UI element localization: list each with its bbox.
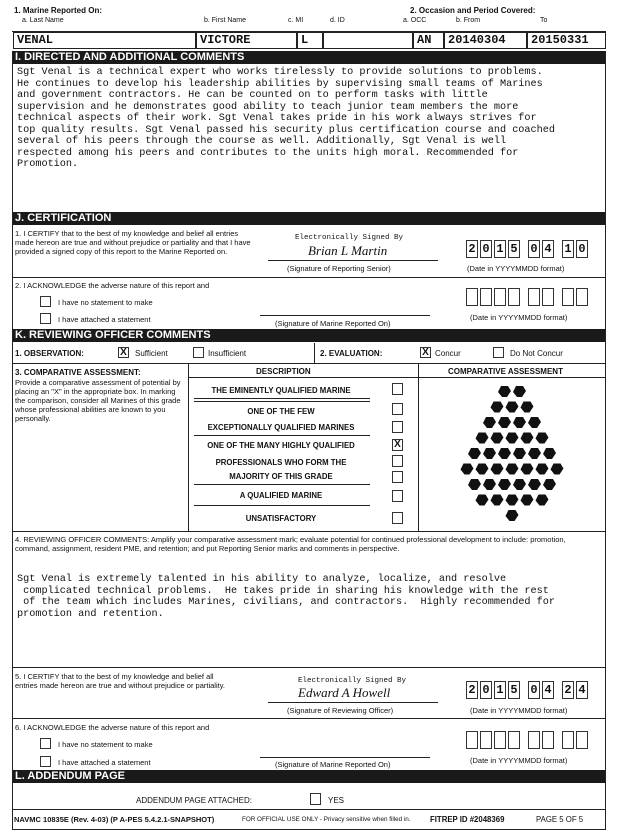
fitrep-id: FITREP ID #2048369	[430, 815, 505, 824]
assessment-box-3[interactable]	[392, 421, 403, 433]
ro-comments-prompt: 4. REVIEWING OFFICER COMMENTS: Amplify your comparative assessment mark; evaluate potential for continued professional development to include: promotion, command, assignment, resident PME, and retention; and put Reporting Senior marks and comments in perspective.	[15, 535, 566, 553]
ro-no-statement-checkbox[interactable]	[40, 738, 51, 749]
emblem-icon	[468, 448, 481, 459]
emblem-icon	[491, 495, 504, 506]
date-digit-box[interactable]: 5	[508, 240, 520, 258]
concur-label: Concur	[435, 349, 461, 358]
assessment-box-1[interactable]	[392, 383, 403, 395]
emblem-icon	[528, 479, 541, 490]
emblem-icon	[513, 417, 526, 428]
section-k-header: K. REVIEWING OFFICER COMMENTS	[12, 329, 606, 342]
emblem-icon	[491, 464, 504, 475]
date-digit-box[interactable]: 4	[576, 681, 588, 699]
attached-statement-label: I have attached a statement	[58, 315, 151, 324]
emblem-icon	[498, 417, 511, 428]
date-digit-box[interactable]: 2	[562, 681, 574, 699]
emblem-icon	[506, 402, 519, 413]
date-digit-box[interactable]: 2	[466, 681, 478, 699]
reporting-senior-sig-caption: (Signature of Reporting Senior)	[287, 264, 391, 273]
date-digit-box[interactable]: 1	[494, 681, 506, 699]
assessment-box-6[interactable]	[392, 471, 403, 483]
comparative-pyramid-icon	[420, 378, 604, 530]
date-digit-box[interactable]: 0	[528, 240, 540, 258]
middle-initial-field[interactable]: L	[297, 32, 323, 49]
attached-statement-checkbox[interactable]	[40, 313, 51, 324]
emblem-icon	[461, 464, 474, 475]
emblem-icon	[498, 479, 511, 490]
emblem-icon	[513, 386, 526, 397]
date-digit-box[interactable]	[576, 288, 588, 306]
date-digit-box[interactable]	[542, 288, 554, 306]
emblem-icon	[521, 495, 534, 506]
emblem-icon	[521, 464, 534, 475]
assessment-box-4[interactable]: X	[392, 439, 403, 451]
section-j-header: J. CERTIFICATION	[12, 212, 606, 225]
emblem-icon	[498, 448, 511, 459]
section-l-header: L. ADDENDUM PAGE	[12, 770, 606, 783]
marine-reported-on-label: 1. Marine Reported On:	[14, 6, 103, 15]
emblem-icon	[506, 464, 519, 475]
date-digit-box[interactable]	[542, 731, 554, 749]
col-last-name-label: a. Last Name	[22, 17, 64, 24]
no-statement-label: I have no statement to make	[58, 298, 153, 307]
desc-many-highly-qualified: ONE OF THE MANY HIGHLY QUALIFIED	[207, 441, 355, 450]
acknowledge-statement: 2. I ACKNOWLEDGE the adverse nature of this report and	[15, 281, 210, 290]
emblem-icon	[468, 479, 481, 490]
assessment-box-7[interactable]	[392, 490, 403, 502]
observation-label: 1. OBSERVATION:	[15, 349, 84, 358]
ro-no-statement-label: I have no statement to make	[58, 740, 153, 749]
date-digit-box[interactable]	[562, 731, 574, 749]
reporting-senior-signature: Brian L Martin	[308, 243, 388, 258]
emblem-icon	[506, 433, 519, 444]
col-to-label: To	[540, 17, 548, 24]
emblem-icon	[513, 479, 526, 490]
emblem-icon	[521, 433, 534, 444]
no-statement-checkbox[interactable]	[40, 296, 51, 307]
date-digit-box[interactable]: 5	[508, 681, 520, 699]
reviewing-officer-signature: Edward A Howell	[298, 685, 391, 700]
occasion-period-label: 2. Occasion and Period Covered:	[410, 6, 536, 15]
assessment-box-5[interactable]	[392, 455, 403, 467]
emblem-icon	[491, 433, 504, 444]
ro-attached-statement-label: I have attached a statement	[58, 758, 151, 767]
form-id: NAVMC 10835E (Rev. 4-03) (P A-PES 5.4.2.1-SNAPSHOT)	[14, 815, 215, 824]
desc-unsatisfactory: UNSATISFACTORY	[245, 514, 317, 523]
col-id-label: d. ID	[330, 17, 345, 24]
date-digit-box[interactable]	[480, 288, 492, 306]
emblem-icon	[521, 402, 534, 413]
evaluation-label: 2. EVALUATION:	[320, 349, 383, 358]
emblem-icon	[476, 433, 489, 444]
col-mi-label: c. MI	[288, 17, 304, 24]
emblem-icon	[528, 448, 541, 459]
privacy-notice: FOR OFFICIAL USE ONLY - Privacy sensitive when filled in.	[242, 816, 411, 823]
emblem-icon	[536, 433, 549, 444]
emblem-icon	[476, 495, 489, 506]
desc-exceptionally-qualified: EXCEPTIONALLY QUALIFIED MARINES	[207, 423, 355, 432]
date-format-caption: (Date in YYYYMMDD format)	[467, 264, 565, 273]
date-format-caption-2: (Date in YYYYMMDD format)	[470, 313, 568, 322]
comparative-header: COMPARATIVE ASSESSMENT	[448, 367, 563, 376]
emblem-icon	[506, 510, 519, 521]
insufficient-checkbox[interactable]	[193, 347, 204, 358]
certify-statement: 1. I CERTIFY that to the best of my knowledge and belief all entries made hereon are true and without prejudice or partiality and that I have provided a signed copy of this report to the Marine Reported on.	[15, 229, 251, 256]
date-digit-box[interactable]: 1	[494, 240, 506, 258]
sufficient-label: Sufficient	[135, 349, 168, 358]
addendum-yes-checkbox[interactable]	[310, 793, 321, 805]
emblem-icon	[476, 464, 489, 475]
ro-date-format-caption-2: (Date in YYYYMMDD format)	[470, 756, 568, 765]
first-name-field[interactable]: VICTORE	[196, 32, 297, 49]
emblem-icon	[483, 417, 496, 428]
date-digit-box[interactable]	[480, 731, 492, 749]
col-occ-label: a. OCC	[403, 17, 427, 24]
ro-date-format-caption: (Date in YYYYMMDD format)	[470, 706, 568, 715]
ro-attached-statement-checkbox[interactable]	[40, 756, 51, 767]
emblem-icon	[536, 464, 549, 475]
date-digit-box[interactable]: 4	[542, 240, 554, 258]
marine-sig-caption: (Signature of Marine Reported On)	[275, 319, 391, 328]
emblem-icon	[551, 464, 564, 475]
date-digit-box[interactable]	[508, 731, 520, 749]
date-digit-box[interactable]: 0	[480, 681, 492, 699]
date-digit-box[interactable]: 0	[528, 681, 540, 699]
assessment-box-8[interactable]	[392, 512, 403, 524]
desc-qualified-marine: A QUALIFIED MARINE	[239, 491, 323, 500]
desc-one-of-the-few: ONE OF THE FEW	[247, 407, 315, 416]
date-digit-box[interactable]	[528, 731, 540, 749]
last-name-field[interactable]: VENAL	[13, 32, 196, 49]
ro-esigned-label: Electronically Signed By	[298, 677, 407, 685]
date-digit-box[interactable]	[562, 288, 574, 306]
ro-acknowledge-statement: 6. I ACKNOWLEDGE the adverse nature of this report and	[15, 723, 210, 732]
assessment-box-2[interactable]	[392, 403, 403, 415]
sufficient-checkbox[interactable]: X	[118, 347, 129, 358]
insufficient-label: Insufficient	[208, 349, 247, 358]
period-to-field[interactable]: 20150331	[527, 32, 606, 49]
date-digit-box[interactable]: 0	[576, 240, 588, 258]
date-digit-box[interactable]: 1	[562, 240, 574, 258]
occasion-field[interactable]: AN	[413, 32, 444, 49]
reviewing-officer-sig-caption: (Signature of Reviewing Officer)	[287, 706, 394, 715]
addendum-label: ADDENDUM PAGE ATTACHED:	[136, 796, 253, 805]
not-concur-label: Do Not Concur	[510, 349, 563, 358]
not-concur-checkbox[interactable]	[493, 347, 504, 358]
addendum-yes-label: YES	[328, 796, 345, 805]
id-field[interactable]	[323, 32, 413, 49]
date-digit-box[interactable]	[466, 731, 478, 749]
date-digit-box[interactable]	[576, 731, 588, 749]
period-from-field[interactable]: 20140304	[444, 32, 527, 49]
ro-certify-statement: 5. I CERTIFY that to the best of my knowledge and belief all entries made hereon are true and without prejudice or partiality.	[15, 672, 225, 690]
esigned-label: Electronically Signed By	[295, 234, 404, 242]
date-digit-box[interactable]	[508, 288, 520, 306]
date-digit-box[interactable]	[466, 288, 478, 306]
comparative-instructions: Provide a comparative assessment of potential by placing an "X" in the appropriate box. In marking the comparison, consider all Marines of this grade whose professional abilities are known to you personally.	[15, 378, 181, 423]
desc-eminently-qualified: THE EMINENTLY QUALIFIED MARINE	[211, 386, 351, 395]
date-digit-box[interactable]	[494, 288, 506, 306]
section-i-header: I. DIRECTED AND ADDITIONAL COMMENTS	[12, 51, 606, 64]
emblem-icon	[498, 386, 511, 397]
page-number: PAGE 5 OF 5	[536, 815, 584, 824]
desc-professionals-form: PROFESSIONALS WHO FORM THE	[215, 458, 347, 467]
emblem-icon	[513, 448, 526, 459]
ro-comments-text[interactable]: Sgt Venal is extremely talented in his ability to analyze, localize, and resolve complicated technical problems. He takes pride in sharing his knowledge with the rest of the team which includes Marines, civilians, and contractors. Highly recommended for promotion and retention.	[17, 574, 555, 620]
date-digit-box[interactable]: 0	[480, 240, 492, 258]
emblem-icon	[528, 417, 541, 428]
directed-comments-text[interactable]: Sgt Venal is a technical expert who works tirelessly to provide solutions to problems. He continues to develop his leadership abilities by supervising small teams of Marines and government contractors. He can be counted on to perform tasks with little supervision and he demonstrates good ability to teach junior team members the more technical aspects of their work. Sgt Venal takes pride in his work always strives for top quality results. Sgt Venal passed his security plus certification course and coached several of his peers through the course as well. Additionally, Sgt Venal is well respected among his peers and contributes to the units high moral. Recommended for Promotion.	[17, 67, 555, 170]
ro-marine-sig-caption: (Signature of Marine Reported On)	[275, 760, 391, 769]
emblem-icon	[483, 479, 496, 490]
col-from-label: b. From	[456, 17, 481, 24]
emblem-icon	[543, 479, 556, 490]
col-first-name-label: b. First Name	[204, 17, 247, 24]
emblem-icon	[536, 495, 549, 506]
emblem-icon	[543, 448, 556, 459]
date-digit-box[interactable]: 2	[466, 240, 478, 258]
date-digit-box[interactable]	[494, 731, 506, 749]
emblem-icon	[506, 495, 519, 506]
emblem-icon	[483, 448, 496, 459]
description-header: DESCRIPTION	[256, 367, 311, 376]
date-digit-box[interactable]: 4	[542, 681, 554, 699]
desc-majority-grade: MAJORITY OF THIS GRADE	[229, 472, 333, 481]
comparative-title: 3. COMPARATIVE ASSESSMENT:	[15, 368, 141, 377]
concur-checkbox[interactable]: X	[420, 347, 431, 358]
emblem-icon	[491, 402, 504, 413]
date-digit-box[interactable]	[528, 288, 540, 306]
